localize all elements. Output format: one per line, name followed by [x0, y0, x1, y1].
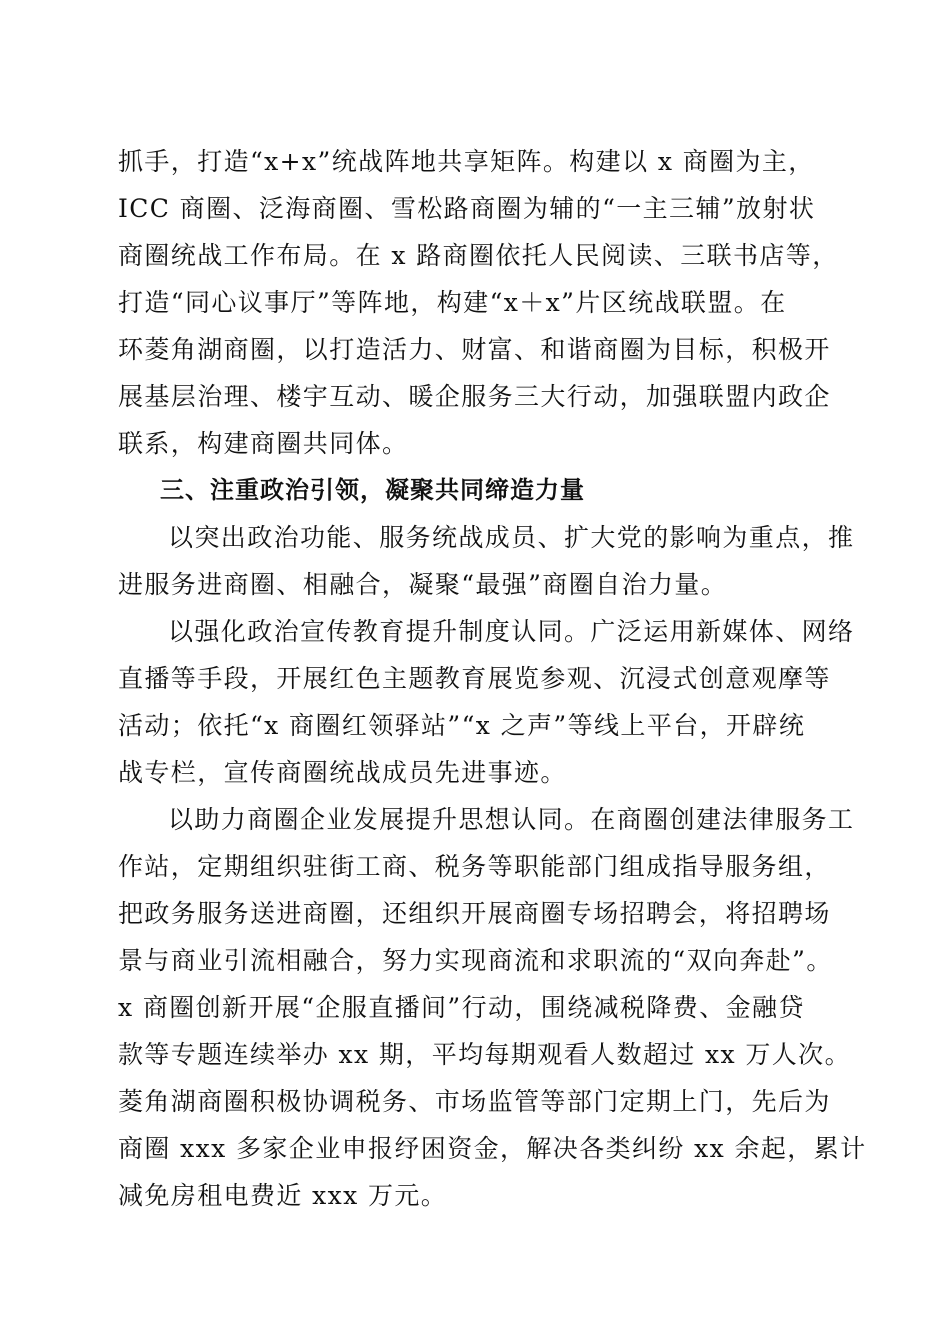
paragraph-line: 环菱角湖商圈，以打造活力、财富、和谐商圈为目标，积极开 — [118, 335, 831, 364]
paragraph-line: 以突出政治功能、服务统战成员、扩大党的影响为重点，推 — [168, 523, 855, 552]
paragraph-line: 以助力商圈企业发展提升思想认同。在商圈创建法律服务工 — [168, 805, 855, 834]
paragraph-line: 减免房租电费近 xxx 万元。 — [118, 1181, 448, 1210]
paragraph-line: 进服务进商圈、相融合，凝聚“最强”商圈自治力量。 — [118, 570, 728, 599]
paragraph-line: 打造“同心议事厅”等阵地，构建“x＋x”片区统战联盟。在 — [118, 288, 787, 317]
paragraph-political-guidance — [118, 514, 855, 608]
paragraph-line: 展基层治理、楼宇互动、暖企服务三大行动，加强联盟内政企 — [118, 382, 831, 411]
paragraph-line: 作站，定期组织驻街工商、税务等职能部门组成指导服务组， — [118, 852, 831, 881]
section-heading: 三、注重政治引领，凝聚共同缔造力量 — [160, 476, 585, 504]
paragraph-line: 联系，构建商圈共同体。 — [118, 429, 409, 458]
paragraph-line: x 商圈创新开展“企服直播间”行动，围绕减税降费、金融贷 — [118, 993, 805, 1022]
paragraph-line: 商圈统战工作布局。在 x 路商圈依托人民阅读、三联书店等， — [118, 241, 839, 270]
paragraph-line: 款等专题连续举办 xx 期，平均每期观看人数超过 xx 万人次。 — [118, 1040, 851, 1069]
paragraph-enterprise-support — [118, 796, 867, 1219]
paragraph-line: 活动；依托“x 商圈红领驿站”“x 之声”等线上平台，开辟统 — [118, 711, 806, 740]
paragraph-publicity-education — [118, 608, 855, 796]
paragraph-line: 景与商业引流相融合，努力实现商流和求职流的“双向奔赴”。 — [118, 946, 833, 975]
paragraph-line: ICC 商圈、泛海商圈、雪松路商圈为辅的“一主三辅”放射状 — [118, 194, 816, 223]
document-body — [118, 138, 867, 1219]
paragraph-line: 战专栏，宣传商圈统战成员先进事迹。 — [118, 758, 567, 787]
paragraph-line: 把政务服务送进商圈，还组织开展商圈专场招聘会，将招聘场 — [118, 899, 831, 928]
paragraph-commerce-layout — [118, 138, 839, 467]
paragraph-line: 商圈 xxx 多家企业申报纾困资金，解决各类纠纷 xx 余起，累计 — [118, 1134, 867, 1163]
paragraph-line: 直播等手段，开展红色主题教育展览参观、沉浸式创意观摩等 — [118, 664, 831, 693]
paragraph-line: 菱角湖商圈积极协调税务、市场监管等部门定期上门，先后为 — [118, 1087, 831, 1116]
paragraph-line: 抓手，打造“x+x”统战阵地共享矩阵。构建以 x 商圈为主， — [118, 147, 815, 176]
paragraph-line: 以强化政治宣传教育提升制度认同。广泛运用新媒体、网络 — [168, 617, 855, 646]
